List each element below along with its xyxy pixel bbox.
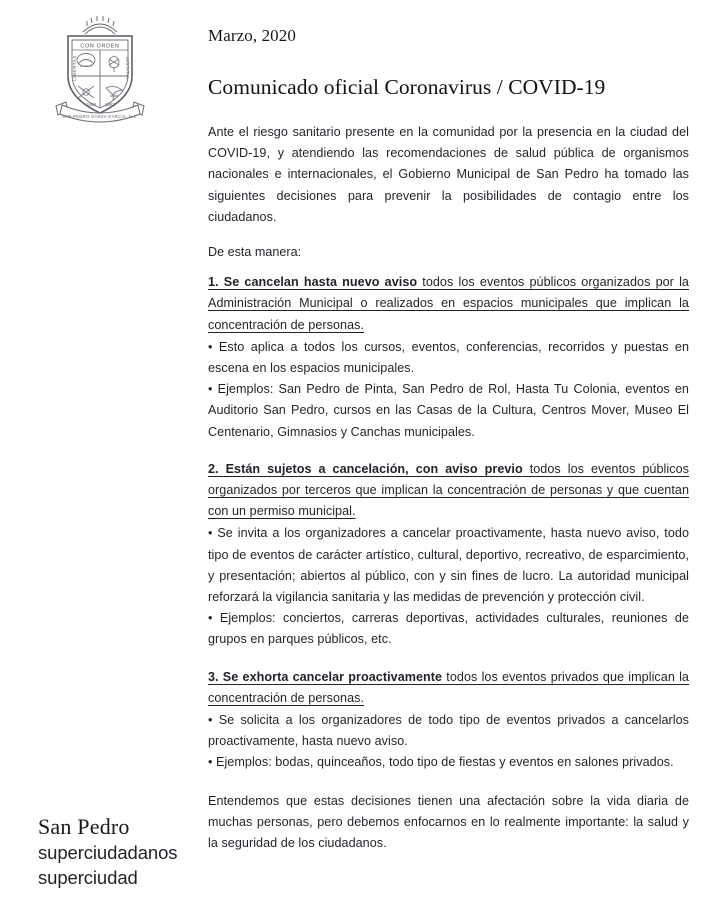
seal-year-left: 1596 [85,102,97,107]
closing-spacer [208,774,689,791]
list-item: • Ejemplos: San Pedro de Pinta, San Pedro de Rol, Hasta Tu Colonia, eventos en Auditorio San Pedro, cursos en las Casas de la Cultura, Centros Mover, Museo El Centenario, Gimnasios y Canchas municipales. [208,382,689,439]
document-body [208,26,689,854]
clause-heading-2-rest: todos los eventos públicos organizados por terceros que implican la concentración de personas y que cuentan con un permiso municipal. [208,461,689,519]
clause-heading-1-rest: todos los eventos públicos organizados por la Administración Municipal o realizados en espacios municipales que implican la concentración de personas. [208,275,689,332]
clause-heading-2-bold: 2. Están sujetos a cancelación, con aviso previo [208,461,523,476]
brand-lockup [38,814,258,890]
list-item: • Ejemplos: bodas, quinceaños, todo tipo de fiestas y eventos en salones privados. [208,755,674,770]
list-item: • Esto aplica a todos los cursos, eventos, conferencias, recorridos y puestas en escena en los espacios municipales. [208,339,689,376]
closing-paragraph: Entendemos que estas decisiones tienen una afectación sobre la vida diaria de muchas personas, pero debemos enfocarnos en lo realmente importante: la salud y la seguridad de los ciudadanos. [208,793,689,851]
clause-heading-3-rest: todos los eventos privados que implican la concentración de personas. [208,669,689,705]
seal-motto-right: IUSTITIA [125,56,130,80]
list-item: • Se solicita a los organizadores de todo tipo de eventos privados a cancelarlos proactivamente, hasta nuevo aviso. [208,713,689,749]
document-date: Marzo, 2020 [208,26,296,45]
lead-in-text: De esta manera: [208,245,302,260]
intro-paragraph: Ante el riesgo sanitario presente en la comunidad por la presencia en la ciudad del COVID-19, y atendiendo las recomendaciones de salud pública de organismos nacionales e internacionales, el Gobierno Municipal de San Pedro ha tomado las siguientes decisiones para prevenir la posibilidades de contagio entre los ciudadanos. [208,125,689,224]
clause-heading-3-bold: 3. Se exhorta cancelar proactivamente [208,669,443,684]
clause-heading-3 [208,667,689,709]
seal-year-right: 1882 [104,102,116,107]
seal-crown-rays [83,16,117,34]
seal-ribbon-text: SAN PEDRO GARZA GARCIA, N.L. [62,114,138,119]
section-spacer [208,651,689,667]
brand-name: San Pedro [38,814,130,839]
clause-heading-1 [208,272,689,336]
brand-tagline-line1: superciudadanos [38,842,178,863]
seal-motto-left: LIBERTAS [72,55,77,81]
list-item: • Se invita a los organizadores a cancelar proactivamente, hasta nuevo aviso, todo tipo de eventos de carácter artístico, cultural, deportivo, recreativo, de esparcimiento, y presentación; abiertos al público, con y sin fines de lucro. La autoridad municipal reforzará la vigilancia sanitaria y las medidas de prevención y protección civil. [208,526,689,605]
seal-motto-top: CON ORDEN [80,43,120,50]
clause-heading-2 [208,459,689,523]
list-item: • Ejemplos: conciertos, carreras deportivas, actividades culturales, reuniones de grupos en parques públicos, etc. [208,611,689,647]
brand-tagline-line2: superciudad [38,867,138,888]
clause-heading-1-bold: 1. Se cancelan hasta nuevo aviso [208,275,418,290]
municipal-seal [46,10,154,126]
section-spacer [208,443,689,459]
page-title: Comunicado oficial Coronavirus / COVID-19 [208,75,606,99]
